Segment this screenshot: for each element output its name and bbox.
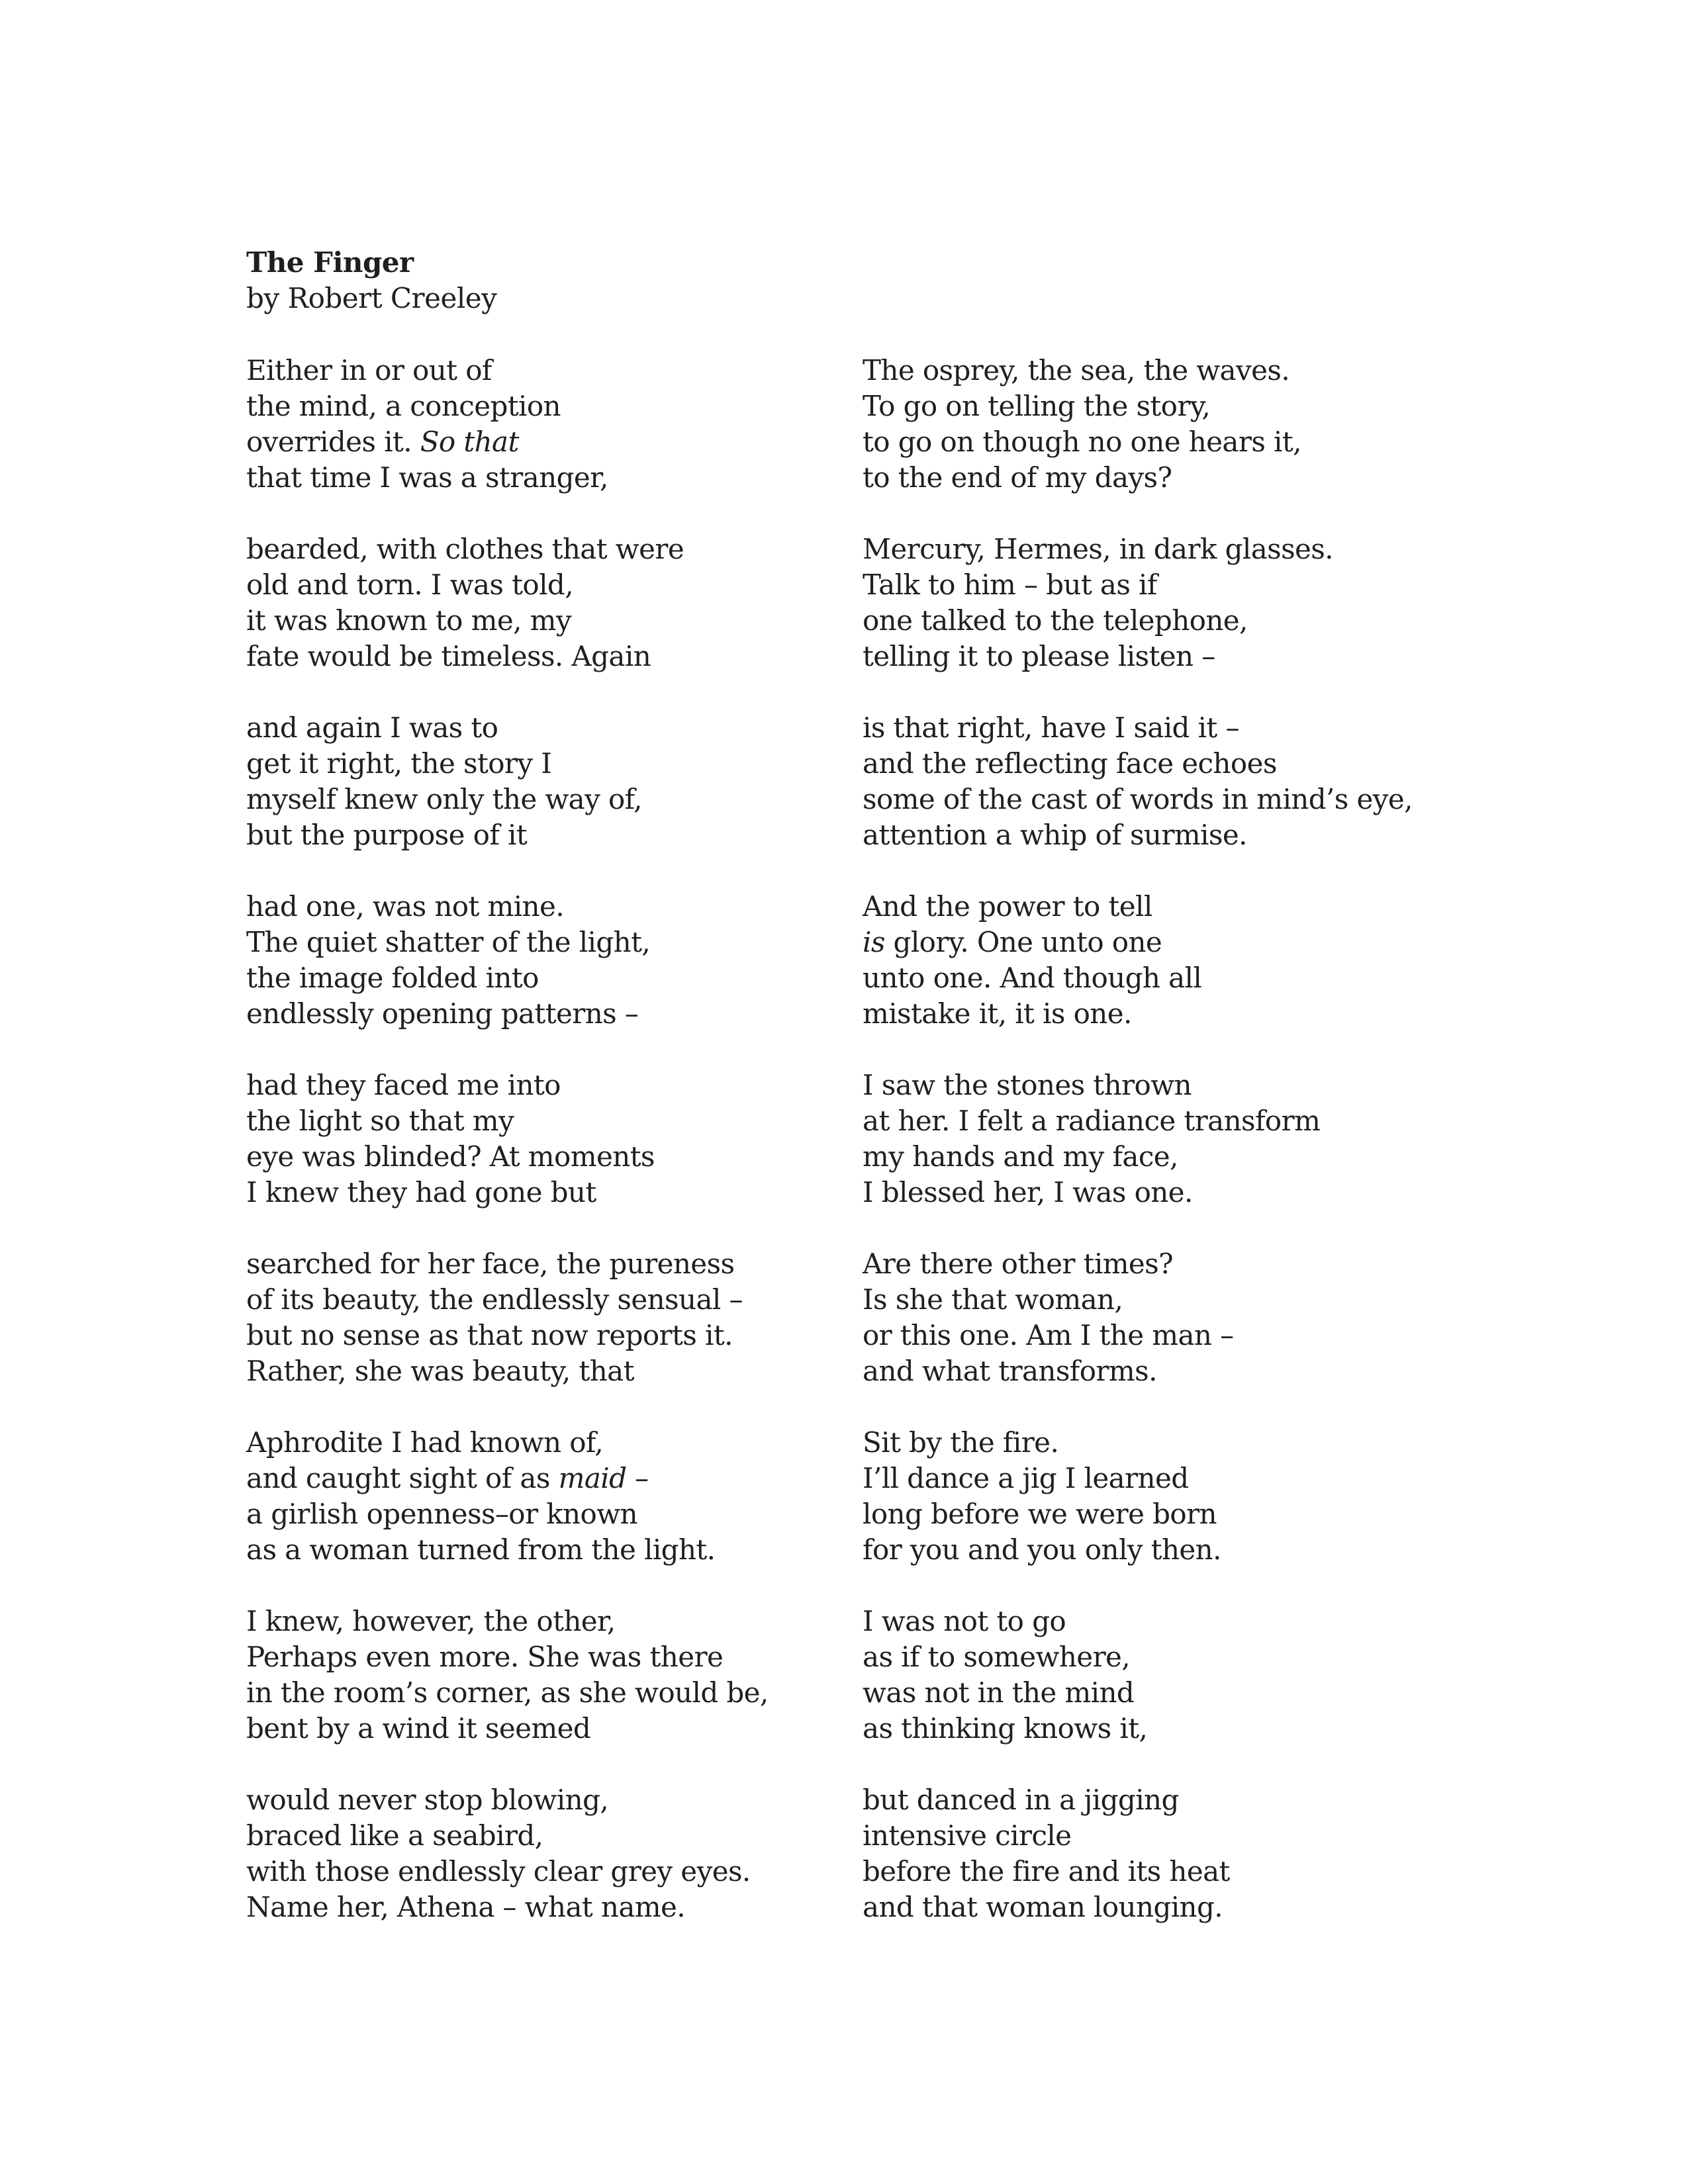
poem-line — [863, 1103, 1524, 1139]
line-text: Rather, she was beauty, that — [246, 1355, 634, 1387]
poem-line — [863, 710, 1524, 746]
poem-line — [863, 889, 1524, 925]
poem-line — [246, 567, 908, 603]
line-text: as a woman turned from the light. — [246, 1533, 716, 1566]
poem-line — [863, 531, 1524, 567]
line-text: the mind, a conception — [246, 390, 561, 422]
line-text: Either in or out of — [246, 354, 492, 387]
line-text: with those endlessly clear grey eyes. — [246, 1855, 751, 1888]
line-text: I was not to go — [863, 1605, 1066, 1637]
stanza — [863, 353, 1524, 496]
line-text: bearded, with clothes that were — [246, 533, 684, 565]
poem-line — [246, 889, 908, 925]
line-text: as if to somewhere, — [863, 1641, 1131, 1673]
line-text: The quiet shatter of the light, — [246, 926, 651, 958]
poem-line — [863, 1889, 1524, 1925]
poem-line — [863, 1818, 1524, 1854]
poem-line — [246, 1496, 908, 1532]
stanza — [246, 1246, 908, 1389]
line-text: of its beauty, the endlessly sensual – — [246, 1283, 743, 1316]
poem-line — [863, 960, 1524, 996]
poem-line — [246, 1889, 908, 1925]
poem-line — [246, 1246, 908, 1282]
poem-right-column — [863, 353, 1524, 1961]
line-text: was not in the mind — [863, 1676, 1135, 1709]
stanza — [246, 889, 908, 1032]
line-text: but danced in a jigging — [863, 1784, 1179, 1816]
line-text: attention a whip of surmise. — [863, 819, 1247, 851]
poem-title: The Finger — [246, 246, 414, 279]
poem-line — [863, 1711, 1524, 1747]
line-text: and caught sight of as — [246, 1462, 559, 1494]
poem-line — [863, 1425, 1524, 1461]
poem-line — [246, 1175, 908, 1210]
poem-line — [863, 639, 1524, 674]
line-text: eye was blinded? At moments — [246, 1140, 655, 1173]
poem-line — [246, 960, 908, 996]
poem-line — [246, 1425, 908, 1461]
poem-line — [863, 1282, 1524, 1318]
line-text: and what transforms. — [863, 1355, 1157, 1387]
poem-line — [246, 424, 908, 460]
line-text: get it right, the story I — [246, 747, 552, 780]
italic-text: is — [863, 926, 885, 958]
line-text: and again I was to — [246, 711, 498, 744]
stanza — [863, 710, 1524, 853]
poem-line — [863, 746, 1524, 782]
poem-line — [863, 996, 1524, 1032]
line-text: Are there other times? — [863, 1248, 1174, 1280]
line-text: And the power to tell — [863, 890, 1152, 923]
stanza — [863, 1246, 1524, 1389]
poem-header — [246, 245, 1041, 316]
line-text: To go on telling the story, — [863, 390, 1211, 422]
stanza — [246, 1068, 908, 1210]
line-text: Sit by the fire. — [863, 1426, 1059, 1459]
line-text: long before we were born — [863, 1498, 1217, 1530]
line-text: in the room’s corner, as she would be, — [246, 1676, 769, 1709]
poem-line — [246, 782, 908, 817]
poem-line — [246, 1532, 908, 1568]
poem-line — [863, 817, 1524, 853]
stanza — [246, 710, 908, 853]
line-text: unto one. And though all — [863, 962, 1202, 994]
poem-line — [246, 1675, 908, 1711]
line-text: searched for her face, the pureness — [246, 1248, 735, 1280]
poem-line — [246, 353, 908, 388]
poem-line — [863, 1353, 1524, 1389]
line-text: to go on though no one hears it, — [863, 426, 1301, 458]
line-text: had one, was not mine. — [246, 890, 564, 923]
line-text: to the end of my days? — [863, 461, 1172, 494]
poem-line — [246, 531, 908, 567]
stanza — [246, 531, 908, 674]
line-text: would never stop blowing, — [246, 1784, 609, 1816]
line-text: Aphrodite I had known of, — [246, 1426, 604, 1459]
poem-line — [863, 925, 1524, 960]
poem-line — [863, 567, 1524, 603]
line-text: is that right, have I said it – — [863, 711, 1239, 744]
poem-line — [246, 746, 908, 782]
poem-line — [246, 1711, 908, 1747]
poem-line — [863, 424, 1524, 460]
poem-line — [246, 639, 908, 674]
stanza — [863, 1604, 1524, 1747]
poem-line — [246, 710, 908, 746]
poem-line — [863, 1461, 1524, 1496]
poem-line — [863, 1318, 1524, 1353]
poem-line — [246, 460, 908, 496]
poem-line — [246, 1461, 908, 1496]
line-text: I knew they had gone but — [246, 1176, 596, 1208]
line-text: my hands and my face, — [863, 1140, 1178, 1173]
poem-line — [246, 388, 908, 424]
line-text: The osprey, the sea, the waves. — [863, 354, 1290, 387]
line-text: I’ll dance a jig I learned — [863, 1462, 1189, 1494]
line-text: it was known to me, my — [246, 604, 571, 637]
line-text: Talk to him – but as if — [863, 569, 1157, 601]
poem-line — [246, 1282, 908, 1318]
poem-line — [863, 603, 1524, 639]
line-text: old and torn. I was told, — [246, 569, 573, 601]
stanza — [863, 889, 1524, 1032]
line-text: but no sense as that now reports it. — [246, 1319, 733, 1351]
line-text: I saw the stones thrown — [863, 1069, 1192, 1101]
poem-line — [246, 1353, 908, 1389]
line-text: as thinking knows it, — [863, 1712, 1148, 1745]
stanza — [863, 1068, 1524, 1210]
poem-line — [863, 1532, 1524, 1568]
poem-line — [246, 1068, 908, 1103]
line-text: one talked to the telephone, — [863, 604, 1248, 637]
poem-line — [863, 460, 1524, 496]
stanza — [246, 1425, 908, 1568]
line-text: some of the cast of words in mind’s eye, — [863, 783, 1413, 815]
stanza — [246, 1782, 908, 1925]
poem-left-column — [246, 353, 908, 1961]
line-text: Name her, Athena – what name. — [246, 1891, 686, 1923]
poem-line — [246, 1318, 908, 1353]
line-text: and that woman lounging. — [863, 1891, 1223, 1923]
poem-line — [863, 1782, 1524, 1818]
italic-text: maid — [558, 1462, 627, 1494]
line-text: before the fire and its heat — [863, 1855, 1230, 1888]
poem-byline: by Robert Creeley — [246, 282, 497, 314]
poem-line — [863, 1854, 1524, 1889]
line-text: telling it to please listen – — [863, 640, 1215, 672]
stanza — [863, 1425, 1524, 1568]
poem-line — [863, 1604, 1524, 1639]
stanza — [863, 531, 1524, 674]
poem-line — [863, 1175, 1524, 1210]
poem-line — [246, 1639, 908, 1675]
poem-line — [863, 1139, 1524, 1175]
line-text: myself knew only the way of, — [246, 783, 642, 815]
poem-line — [246, 1782, 908, 1818]
italic-text: So that — [420, 426, 519, 458]
line-text: the light so that my — [246, 1105, 514, 1137]
line-text: intensive circle — [863, 1819, 1072, 1852]
line-text: overrides it. — [246, 426, 420, 458]
poem-line — [246, 1604, 908, 1639]
line-text: braced like a seabird, — [246, 1819, 543, 1852]
stanza — [863, 1782, 1524, 1925]
poem-line — [863, 1675, 1524, 1711]
poem-line — [863, 1639, 1524, 1675]
line-text: had they faced me into — [246, 1069, 561, 1101]
poem-line — [863, 388, 1524, 424]
poem-line — [246, 996, 908, 1032]
line-text: a girlish openness–or known — [246, 1498, 637, 1530]
poem-line — [863, 353, 1524, 388]
line-text: but the purpose of it — [246, 819, 528, 851]
line-text: Perhaps even more. She was there — [246, 1641, 724, 1673]
line-text: I blessed her, I was one. — [863, 1176, 1193, 1208]
poem-line — [863, 1068, 1524, 1103]
poem-line — [246, 1818, 908, 1854]
poem-line — [246, 1139, 908, 1175]
line-text: mistake it, it is one. — [863, 997, 1132, 1030]
line-text: bent by a wind it seemed — [246, 1712, 591, 1745]
stanza — [246, 1604, 908, 1747]
poem-line — [246, 925, 908, 960]
stanza — [246, 353, 908, 496]
line-text: that time I was a stranger, — [246, 461, 608, 494]
line-text: – — [626, 1462, 649, 1494]
line-text: I knew, however, the other, — [246, 1605, 616, 1637]
line-text: endlessly opening patterns – — [246, 997, 639, 1030]
line-text: the image folded into — [246, 962, 539, 994]
line-text: glory. One unto one — [884, 926, 1162, 958]
line-text: for you and you only then. — [863, 1533, 1221, 1566]
line-text: at her. I felt a radiance transform — [863, 1105, 1321, 1137]
line-text: or this one. Am I the man – — [863, 1319, 1234, 1351]
poem-line — [863, 1246, 1524, 1282]
poem-line — [246, 1103, 908, 1139]
line-text: and the reflecting face echoes — [863, 747, 1277, 780]
line-text: Is she that woman, — [863, 1283, 1123, 1316]
poem-line — [246, 603, 908, 639]
poem-line — [863, 782, 1524, 817]
poem-line — [863, 1496, 1524, 1532]
line-text: fate would be timeless. Again — [246, 640, 651, 672]
line-text: Mercury, Hermes, in dark glasses. — [863, 533, 1333, 565]
poem-line — [246, 817, 908, 853]
poem-line — [246, 1854, 908, 1889]
